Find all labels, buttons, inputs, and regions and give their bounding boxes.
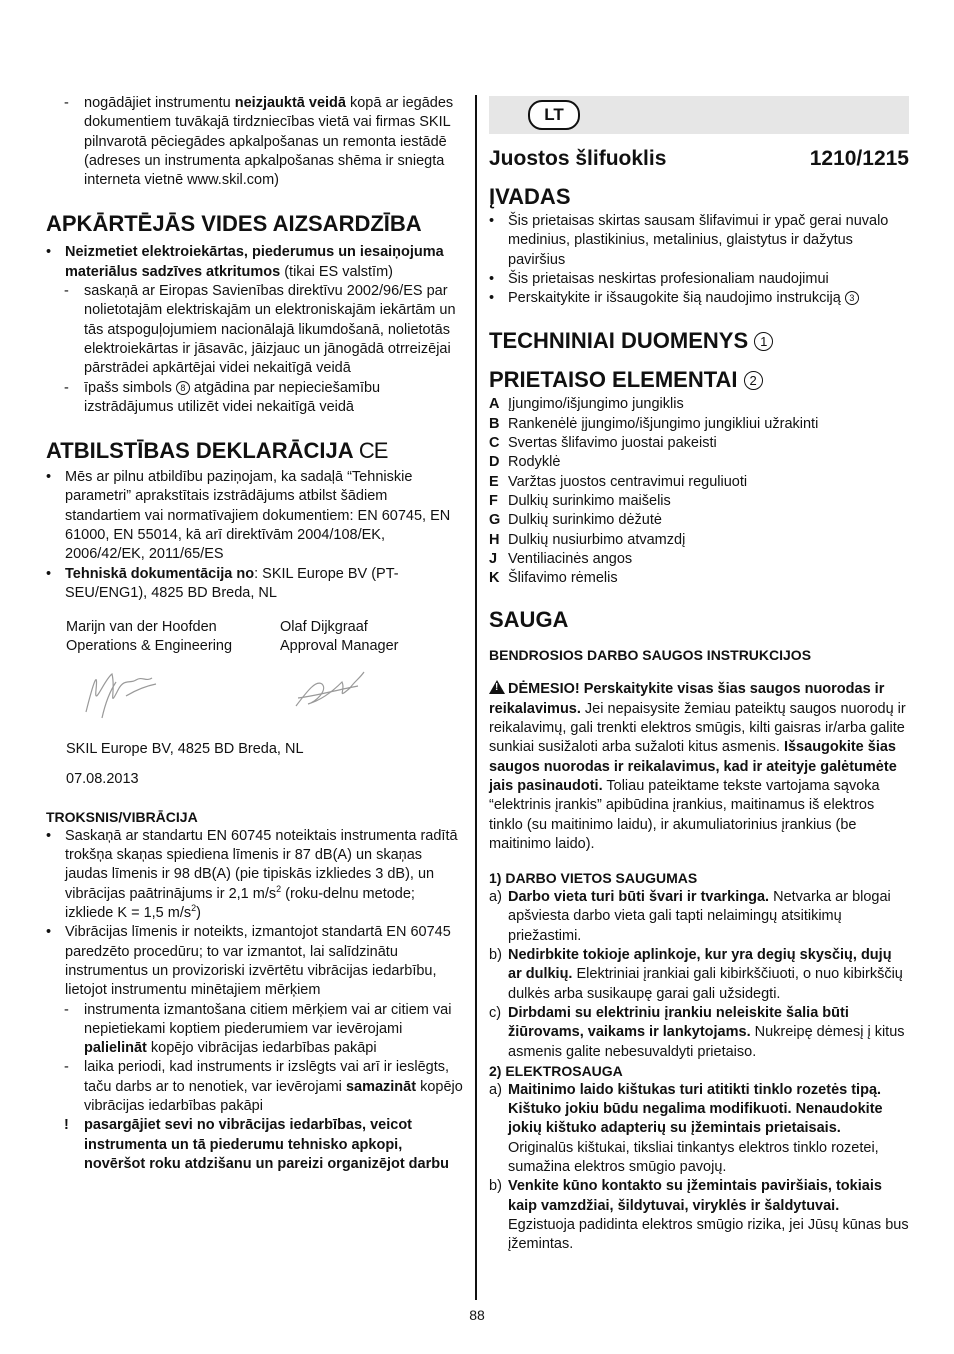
element-item — [489, 550, 909, 569]
ref-1-icon: 1 — [754, 332, 773, 351]
env-bullet: • Neizmetiet elektroiekārtas, piederumus un iesaiņojuma materiālus sadzīves atkritumos (tikai ES valstīm) — [46, 244, 444, 280]
element-item — [489, 492, 909, 511]
noise-sub-3: ! pasargājiet sevi no vibrācijas iedarbības, veicot instrumenta un tā piederumu tehnisko apkopi, novēršot roku atdzišanu un pareizi organizējot darbu — [64, 1117, 449, 1172]
element-item — [489, 434, 909, 453]
noise-heading: TROKSNIS/VIBRĀCIJA — [46, 808, 198, 825]
element-label: Dulkių surinkimo maišelis — [508, 492, 671, 509]
noise-sub-1: - instrumenta izmantošana citiem mērķiem vai ar citiem vai nepietiekami koptiem piederumiem var ievērojami palielināt kopējo vibrācijas iedarbības pakāpi — [64, 1001, 452, 1057]
signatory-1: Marijn van der Hoofden Operations & Engineering — [66, 619, 233, 655]
element-label: Varžtas juostos centravimui reguliuoti — [508, 473, 748, 490]
noise-bullet-1: • Saskaņā ar standartu EN 60745 noteiktais instrumenta radītā trokšņa skaņas spiediena līmenis ir 87 dB(A) un skaņas jaudas līmenis ir 98 dB(A) (pie tipiskās izkliedes 3 dB), un vibrācijas paātrinājums ir 2,1 $m/s^2$ (roku-delnu metode; izkliede K = 1,5 $m/s^2$) — [46, 827, 458, 922]
electrical-safety-heading: 2) ELEKTROSAUGA — [489, 1062, 623, 1079]
element-key: C — [489, 435, 500, 452]
electrical-b: b) Venkite kūno kontakto su įžemintais paviršiais, tokiais kaip vamzdžiai, šildytuvai, viryklės ir šaldytuvai. Egzistuoja padidinta elektros smūgio rizika, jei Jūsų kūnas bus įžemintas. — [489, 1178, 909, 1253]
ce-mark-icon: CE — [358, 438, 388, 464]
noise-sub-2: - laika periodi, kad instruments ir izslēgts vai arī ir ieslēgts, taču darbs ar to nenotiek, var ievērojami samazināt kopējo vibrācijas iedarbības pakāpi — [64, 1059, 463, 1114]
element-key: J — [489, 550, 498, 567]
intro-bullet-3: • Perskaitykite ir išsaugokite šią naudojimo instrukciją 3 — [489, 289, 909, 308]
product-name: Juostos šlifuoklis — [489, 147, 667, 170]
work-area-a: a) Darbo vieta turi būti švari ir tvarkinga. Netvarka ar blogai apšviesta darbo vieta gali tapti nelaimingų atsitikimų priežastimi. — [489, 889, 891, 944]
elements-list — [489, 395, 909, 588]
env-heading: APKĀRTĒJĀS VIDES AIZSARDZĪBA — [46, 211, 422, 237]
element-key: E — [489, 473, 499, 490]
element-label: Svertas šlifavimo juostai pakeisti — [508, 435, 717, 452]
tech-data-heading: TECHNINIAI DUOMENYS 1 — [489, 328, 909, 354]
ref-3-icon: 3 — [845, 291, 859, 305]
element-key: G — [489, 512, 501, 529]
signatories — [46, 618, 464, 656]
safety-heading: SAUGA — [489, 607, 569, 633]
intro-bullet-1: • Šis prietaisas skirtas sausam šlifavimui ir ypač gerai nuvalo medinius, plastikinius, metalinius, glaistytus ir dažytus paviršius — [489, 213, 889, 268]
env-sub-2: - īpašs simbols 8 atgādina par nepieciešamību izstrādājumus utilizēt videi nekaitīgā veidā — [64, 379, 381, 415]
element-item — [489, 569, 909, 588]
element-item — [489, 415, 909, 434]
language-badge: LT — [528, 100, 580, 130]
declaration-heading: ATBILSTĪBAS DEKLARĀCIJA CE — [46, 438, 388, 464]
element-item — [489, 453, 909, 472]
element-label: Įjungimo/išjungimo jungiklis — [508, 396, 684, 413]
element-key: D — [489, 454, 500, 471]
ref-2-icon: 2 — [744, 371, 763, 390]
product-model: 1210/1215 — [809, 147, 909, 170]
right-column — [489, 146, 909, 1254]
env-sub-1: - saskaņā ar Eiropas Savienības direktīvu 2002/96/ES par nolietotajām elektriskajām un elektroniskajām iekārtām un tās atspoguļojumiem nacionālajā likumdošanā, nolietotās elektroiekārtas ir jāsavāc, jāizjauc un jānogādā otrreizējai pārstrādei apkārtējai videi nekaitīgā veidā — [64, 283, 456, 377]
element-key: B — [489, 415, 500, 432]
element-item — [489, 473, 909, 492]
element-item — [489, 511, 909, 530]
warning-paragraph: !DĖMESIO! Perskaitykite visas šias saugos nuorodas ir reikalavimus. Jei nepaisysite žemiau pateiktų saugos nuorodų ir reikalavimų, gali trenkti elektros smūgis, kilti gaisras ir/arba galite sunkiai susižaloti arba sužaloti kitus asmenis. Išsaugokite šias saugos nuorodas ir reikalavimus, kad ir ateityje galėtumėte jais pasinaudoti. Toliau pateiktame tekste vartojama sąvoka “elektrinis įrankis” apibūdina įrankius, maitinamus iš elektros tinklo (su maitinimo laidu), ir akumuliatorinius įrankius (be maitinimo laido). — [489, 680, 909, 854]
element-key: H — [489, 531, 500, 548]
declaration-bullet-2: • Tehniskā dokumentācija no: SKIL Europe BV (PT-SEU/ENG1), 4825 BD Breda, NL — [46, 565, 399, 601]
work-area-heading: 1) DARBO VIETOS SAUGUMAS — [489, 870, 698, 887]
elements-heading: PRIETAISO ELEMENTAI 2 — [489, 367, 909, 393]
element-key: A — [489, 396, 500, 413]
column-divider — [475, 95, 477, 1300]
element-label: Šlifavimo rėmelis — [508, 570, 618, 587]
noise-bullet-2: • Vibrācijas līmenis ir noteikts, izmantojot standartā EN 60745 paredzēto procedūru; to var izmantot, lai salīdzinātu instrumentus un provizoriski izvērtētu vibrācijas iedarbību, lietojot instrumentu minētajiem mērķiem — [46, 924, 451, 999]
warning-triangle-icon — [489, 680, 505, 694]
ref-8-icon: 8 — [176, 381, 190, 395]
signatures — [46, 660, 464, 728]
element-label: Rankenėlė įjungimo/išjungimo jungikliui užrakinti — [508, 415, 819, 432]
element-item — [489, 395, 909, 414]
intro-dash-item: - nogādājiet instrumentu neizjauktā veidā kopā ar iegādes dokumentiem tuvākajā tirdzniecības vietā vai firmas SKIL pilnvarotā pēciegādes apkalpošanas un remonta iestādē (adreses un instrumenta apkalpošanas shēma ir sniegta interneta vietnē www.skil.com) — [64, 95, 454, 189]
page-number: 88 — [469, 1307, 485, 1323]
declaration-bullet-1: • Mēs ar pilnu atbildību paziņojam, ka sadaļā “Tehniskie parametri” aprakstītais izstrādājums atbilst šādiem standartiem vai normatīvajiem dokumentiem: EN 60745, EN 61000, EN 55014, kā arī direktīvām 2004/108/EK, 2006/42/EK, 2011/65/ES — [46, 469, 451, 563]
product-title — [489, 146, 909, 172]
element-label: Ventiliacinės angos — [508, 550, 633, 567]
work-area-c: c) Dirbdami su elektriniu įrankiu neleiskite šalia būti žiūrovams, vaikams ir lankytojams. Nukreipę dėmesį į kitus asmenis galite nebesuvaldyti prietaiso. — [489, 1004, 905, 1060]
general-safety-heading: BENDROSIOS DARBO SAUGOS INSTRUKCIJOS — [489, 647, 812, 664]
electrical-a: a) Maitinimo laido kištukas turi atitikti tinklo rozetės tipą. Kištuko jokiu būdu negalima modifikuoti. Nenaudokite jokių kištuko adapterių su įžemintais prietaisais. Originalūs kištukai, tiksliai tinkantys elektros tinklo rozetei, sumažina elektros smūgio pavojų. — [489, 1081, 883, 1175]
element-label: Rodyklė — [508, 454, 561, 471]
company-address: SKIL Europe BV, 4825 BD Breda, NL — [66, 741, 304, 758]
declaration-date: 07.08.2013 — [66, 770, 139, 787]
element-key: F — [489, 492, 498, 509]
handwritten-signature-icon — [46, 660, 464, 728]
intro-bullet-2: • Šis prietaisas neskirtas profesionaliam naudojimui — [489, 270, 829, 287]
work-area-b: b) Nedirbkite tokioje aplinkoje, kur yra degių skysčių, dujų ar dulkių. Elektriniai įrankiai gali kibirkščiuoti, o nuo kibirkščių dulkės arba susikaupę garai gali užsidegti. — [489, 947, 903, 1002]
element-key: K — [489, 570, 500, 587]
element-item — [489, 531, 909, 550]
intro-heading: ĮVADAS — [489, 184, 571, 209]
element-label: Dulkių surinkimo dėžutė — [508, 512, 662, 529]
signatory-2: Olaf Dijkgraaf Approval Manager — [280, 619, 399, 655]
left-column — [46, 94, 464, 1174]
element-label: Dulkių nusiurbimo atvamzdį — [508, 531, 686, 548]
